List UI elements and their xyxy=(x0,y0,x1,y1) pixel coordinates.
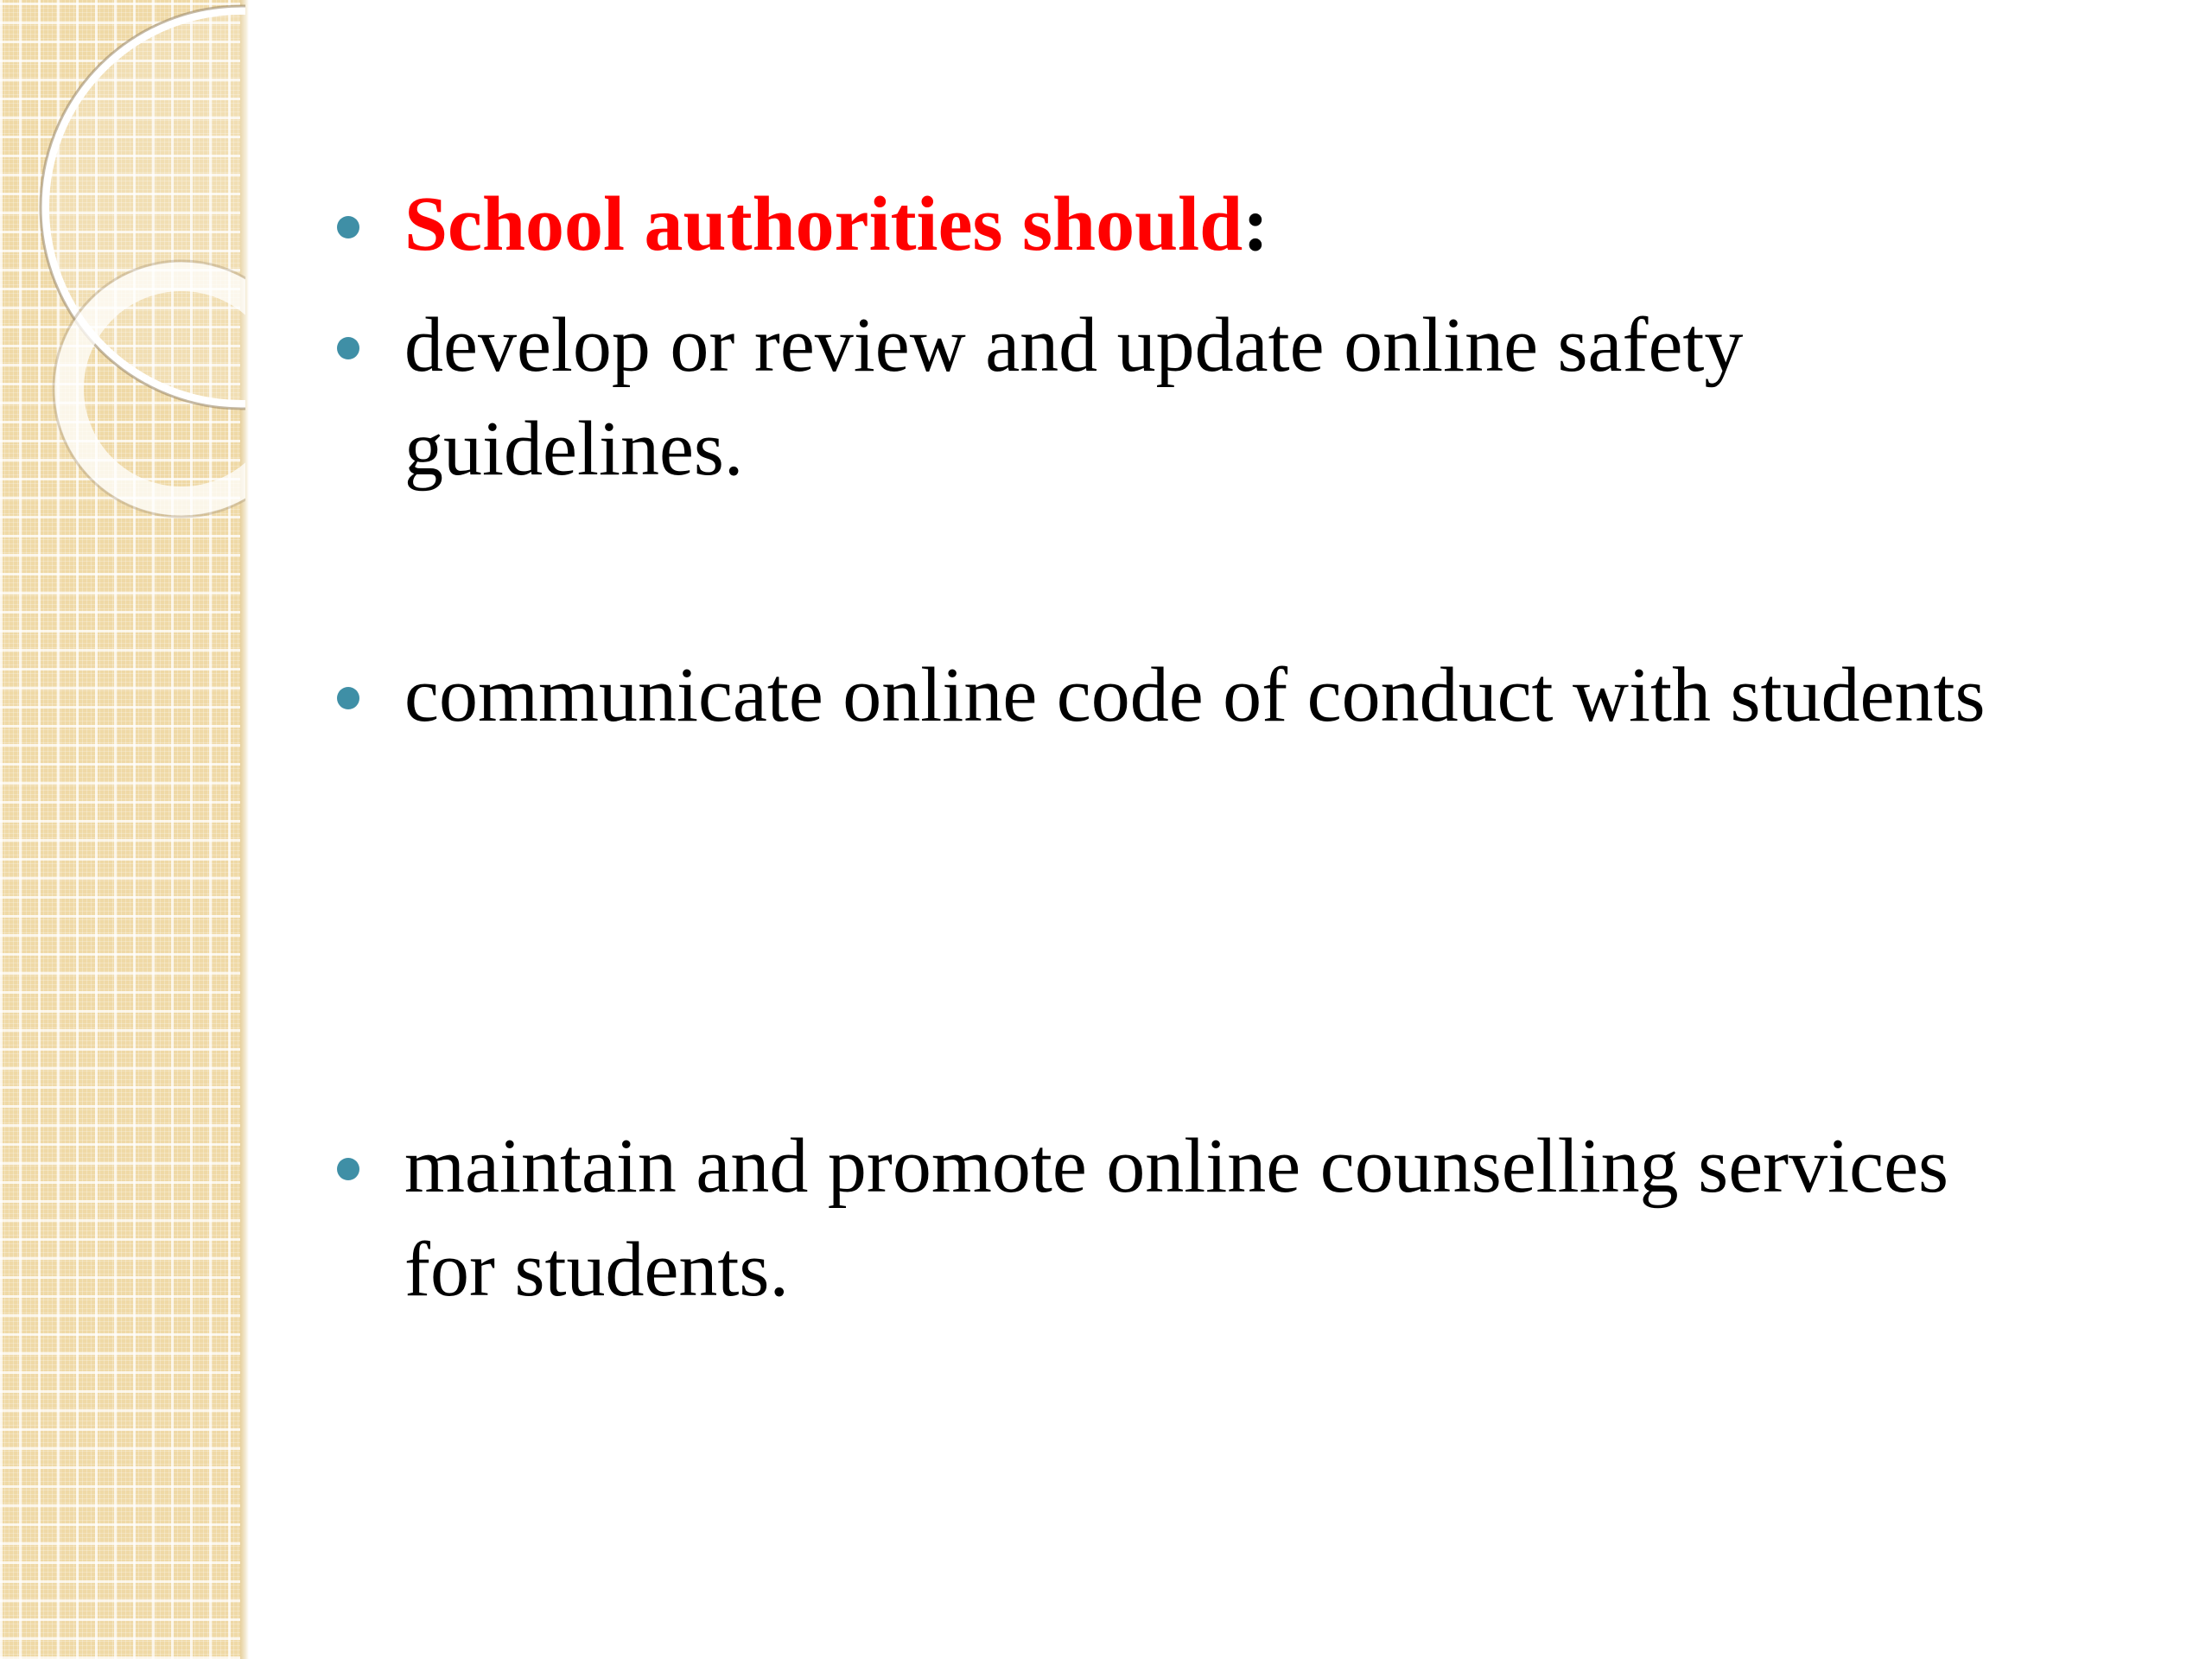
bullet-text: maintain and promote online counselling services for students. xyxy=(404,1123,1949,1313)
bullet-dot-icon xyxy=(337,216,359,238)
heading-colon: : xyxy=(1243,181,1269,267)
bullet-text: communicate online code of conduct with students xyxy=(404,652,1986,738)
decorative-rings xyxy=(0,0,251,553)
bullet-text: develop or review and update online safety guidelines. xyxy=(404,302,1744,492)
heading-label: School authorities should xyxy=(404,181,1243,267)
heading-text xyxy=(404,173,2020,276)
bullet-dot-icon xyxy=(337,687,359,709)
bullet-dot-icon xyxy=(337,1158,359,1180)
bullet-dot-icon xyxy=(337,337,359,359)
